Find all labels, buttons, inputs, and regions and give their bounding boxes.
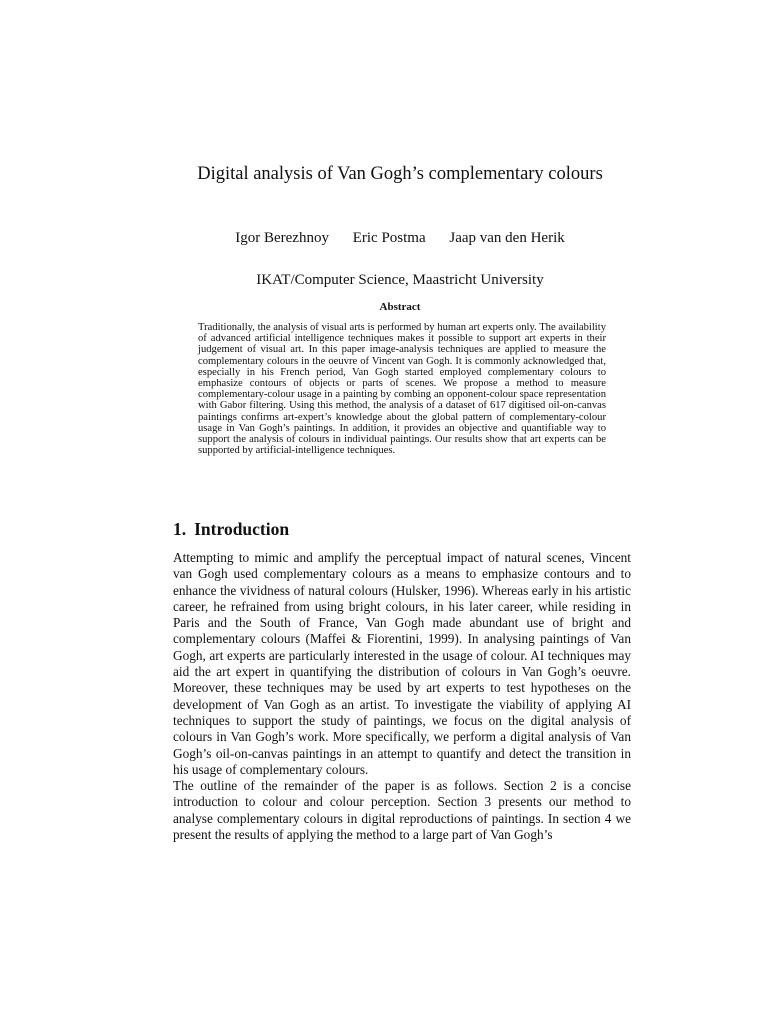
abstract-text: Traditionally, the analysis of visual arts is performed by human art experts only. The availability of advanced artificial intelligence techniques makes it possible to support art experts in their judgement of visual art. In this paper image-analysis techniques are applied to measure the complementary colours in the oeuvre of Vincent van Gogh. It is commonly acknowledged that, especially in his French period, Van Gogh started employed complementary colours to emphasize contours of objects or parts of scenes. We propose a method to measure complementary-colour usage in a painting by combing an opponent-colour space representation with Gabor filtering. Using this method, the analysis of a dataset of 617 digitised oil-on-canvas paintings confirms art-expert’s knowledge about the global pattern of complementary-colour usage in Van Gogh’s paintings. In addition, it provides an objective and quantifiable way to support the analysis of colours in individual paintings. Our results show that art experts can be supported by artificial-intelligence techniques. (198, 322, 606, 457)
affiliation: IKAT/Computer Science, Maastricht University (256, 272, 544, 288)
introduction-body (173, 550, 631, 843)
author-list (150, 228, 650, 248)
paper-title: Digital analysis of Van Gogh’s complementary colours (197, 164, 603, 184)
author-name: Igor Berezhnoy (235, 230, 329, 246)
paragraph: The outline of the remainder of the paper is as follows. Section 2 is a concise introduction to colour and colour perception. Section 3 presents our method to analyse complementary colours in digital reproductions of paintings. In section 4 we present the results of applying the method to a large part of Van Gogh’s (173, 778, 631, 843)
abstract-heading: Abstract (379, 301, 421, 313)
section-number: 1. (173, 519, 187, 539)
author-name: Eric Postma (352, 230, 426, 246)
section-title: Introduction (194, 519, 290, 539)
section-heading (173, 518, 289, 540)
author-name: Jaap van den Herik (449, 230, 565, 246)
paragraph: Attempting to mimic and amplify the perceptual impact of natural scenes, Vincent van Gogh used complementary colours as a means to emphasize contours and to enhance the vividness of natural colours (Hulsker, 1996). Whereas early in his artistic career, he refrained from using bright colours, in his later career, while residing in Paris and the South of France, Van Gogh made abundant use of bright and complementary colours (Maffei & Fiorentini, 1999). In analysing paintings of Van Gogh, art experts are particularly interested in the usage of colour. AI techniques may aid the art expert in quantifying the distribution of colours in Van Gogh’s oeuvre. Moreover, these techniques may be used by art experts to test hypotheses on the development of Van Gogh as an artist. To investigate the viability of applying AI techniques to support the study of paintings, we focus on the digital analysis of colours in Van Gogh’s work. More specifically, we perform a digital analysis of Van Gogh’s oil-on-canvas paintings in an attempt to quantify and detect the transition in his usage of complementary colours. (173, 550, 631, 777)
